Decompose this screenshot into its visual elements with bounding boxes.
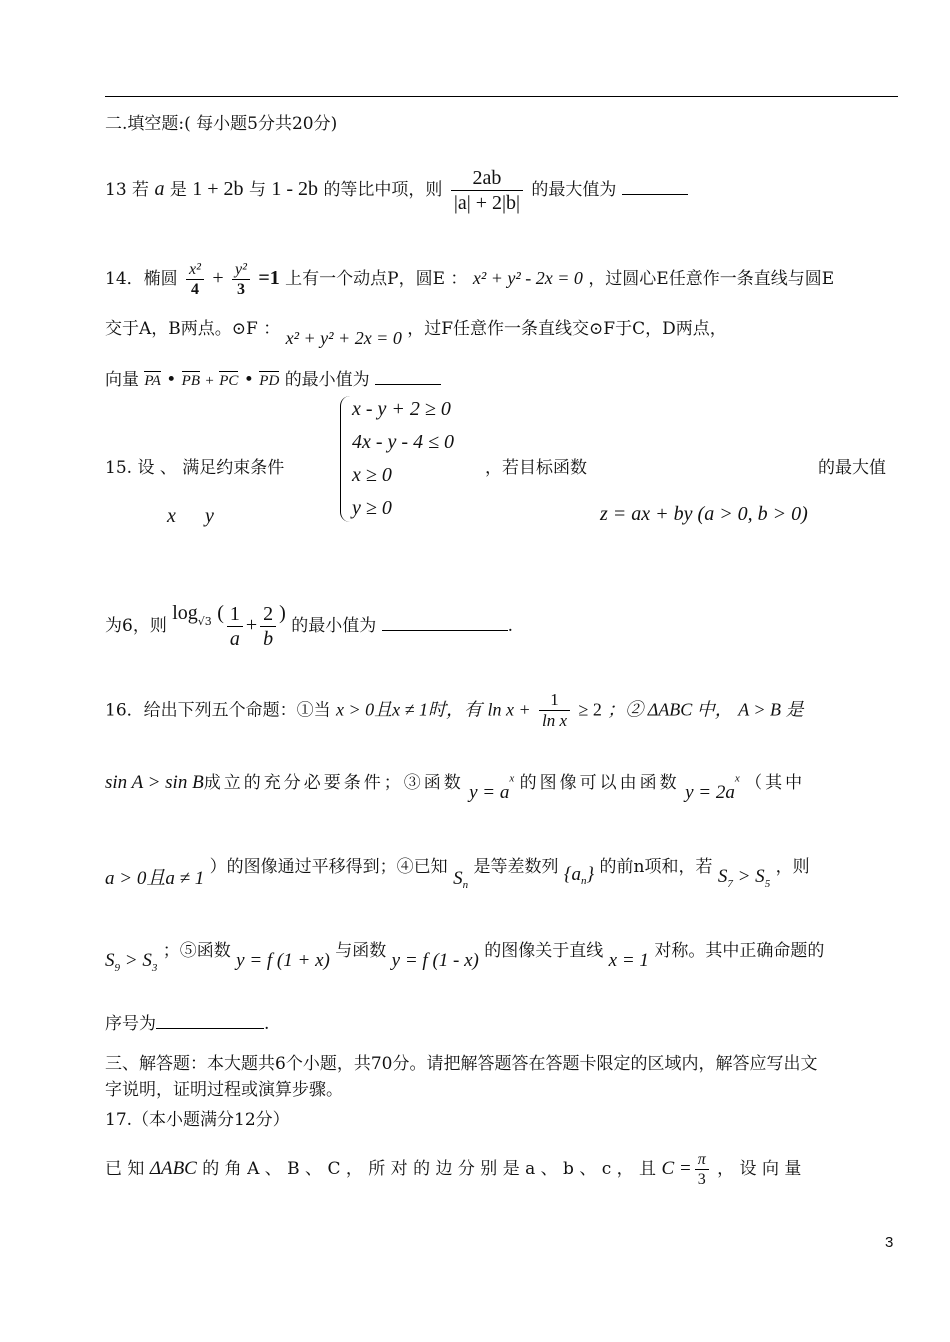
answer-blank <box>382 616 508 631</box>
answer-blank <box>622 180 688 195</box>
section3-header-line1: 三、解答题：本大题共6个小题，共70分。请把解答题答在答题卡限定的区域内，解答应写出文 <box>105 1054 818 1074</box>
question-17-header: 17.（本小题满分12分） <box>105 1110 290 1130</box>
question-15: 15. 设 、 满足约束条件 <box>105 458 285 478</box>
page-number: 3 <box>885 1234 894 1251</box>
question-16-line4: $S_9 > S_3$ ；⑤函数 y = f (1 + x) 与函数 y = f (1 - x) 的图像关于直线 x = 1 对称。其中正确命题的 <box>105 941 825 974</box>
q13-fraction: $\frac{2ab}{|a| + 2|b|}$ <box>451 166 523 215</box>
answer-blank <box>156 1014 264 1029</box>
question-17-line1: 已 知 ΔABC 的 角 A 、 B 、 C ， 所 对 的 边 分 别 是 a 、 b 、 c ， 且 C = $\frac{\pi}{3}$ ， 设 向 量 <box>105 1151 802 1189</box>
question-13: 13 若 a 是 1 + 2b 与 1 - 2b 的等比中项，则 $\frac{2ab}{|a| + 2|b|}$ 的最大值为 <box>105 166 898 215</box>
question-14-line3: 向量 PA • PB + PC • PD 的最小值为 <box>105 370 898 390</box>
question-15-line2: 为6，则 $\log_{√3}$ ( $\frac{1}{a}$ + $\frac{2}{b}$ ) 的最小值为 . <box>105 602 514 650</box>
section3-header-line2: 字说明，证明过程或演算步骤。 <box>105 1080 343 1100</box>
question-16-line5: 序号为 . <box>105 1014 270 1034</box>
top-rule <box>105 96 898 97</box>
objective-function: z = ax + by (a > 0, b > 0) <box>600 503 808 525</box>
answer-blank <box>375 370 441 385</box>
question-14: 14．椭圆 $\frac{\text{x²}}{4}$ + $\frac{\text{y²}}{3}$ =1 上有一个动点P，圆E ： x² + y² - 2x = 0 ，过圆心E任意作一条直线与圆E <box>105 261 835 299</box>
section2-header: 二.填空题:( 每小题5分共20分) <box>105 114 338 134</box>
question-16: 16．给出下列五个命题：①当 x > 0且x ≠ 1时，有 ln x + $\frac{1}{\text{ln x}}$ ≥ 2 ；② ΔABC 中， A > B 是 <box>105 690 804 731</box>
question-16-line3: a > 0且a ≠ 1 ）的图像通过平移得到；④已知 $S_n$ 是等差数列 $\{a_n\}$ 的前n项和，若 $S_7 > S_5$ ，则 <box>105 857 810 892</box>
brace <box>340 396 351 522</box>
question-16-line2: sin A > sin B成立的充分必要条件；③函数 $y = a^x$ 的图像可以由函数 $y = 2a^x$ （其中 <box>105 772 806 803</box>
question-14-line2: 交于A，B两点。⊙F ： x² + y² + 2x = 0 ，过F任意作一条直线交⊙F于C，D两点， <box>105 319 727 348</box>
